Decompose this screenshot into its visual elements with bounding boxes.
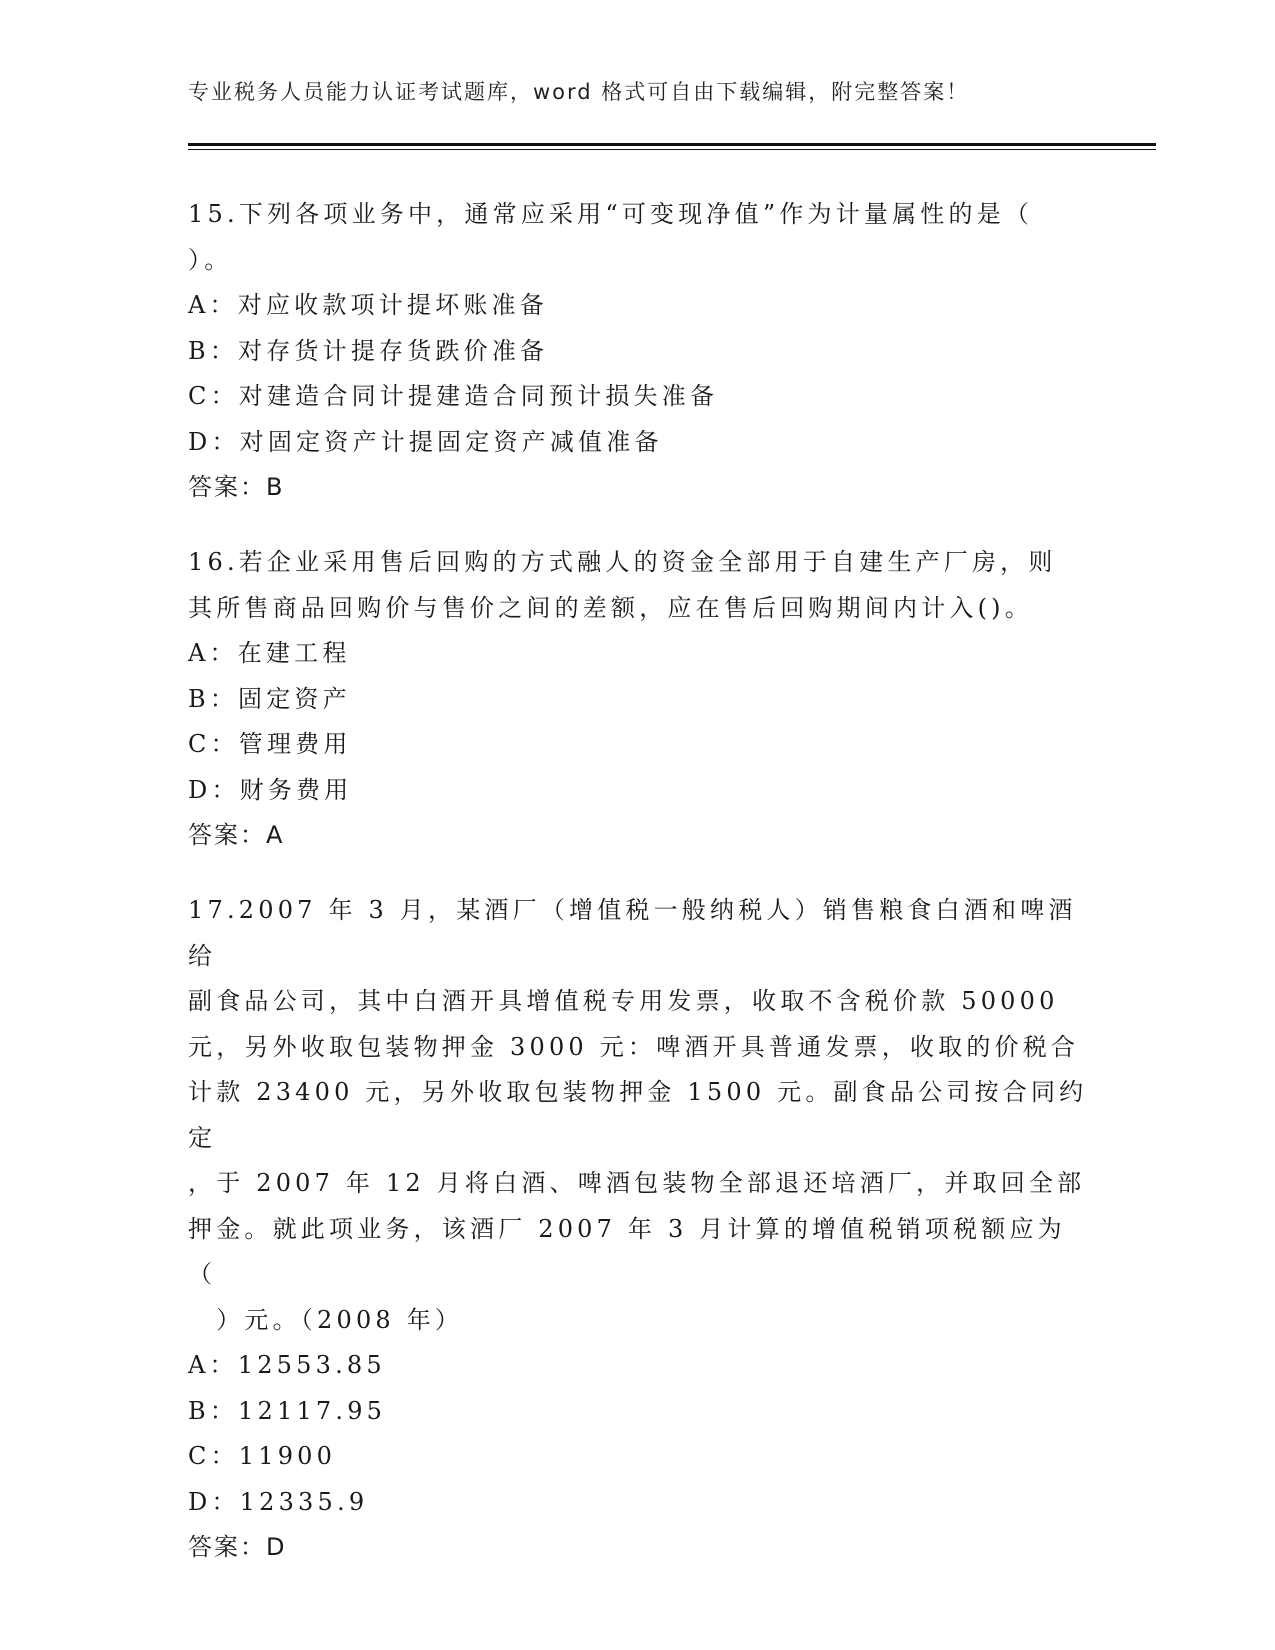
question-stem-line: ）。 [188, 245, 233, 274]
question-stem-line: 15.下列各项业务中，通常应采用“可变现净值”作为计量属性的是（ [188, 200, 1034, 228]
option-d: D：12335.9 [188, 1487, 369, 1516]
option-b: B：固定资产 [188, 684, 351, 713]
option-c: C：对建造合同计提建造合同预计损失准备 [188, 382, 719, 410]
question-stem-line: 17.2007 年 3 月，某酒厂（增值税一般纳税人）销售粮食白酒和啤酒给 [188, 896, 1077, 970]
question-stem-line: 押金。就此项业务，该酒厂 2007 年 3 月计算的增值税销项税额应为（ [188, 1214, 1066, 1288]
page-header: 专业税务人员能力认证考试题库，word 格式可自由下载编辑，附完整答案！ [188, 80, 970, 104]
answer-line: 答案：D [188, 1533, 287, 1561]
question-stem-line: ，于 2007 年 12 月将白酒、啤酒包装物全部退还培酒厂，并取回全部 [188, 1169, 1086, 1197]
question-stem-line: 其所售商品回购价与售价之间的差额，应在售后回购期间内计入()。 [188, 593, 1033, 622]
option-a: A：对应收款项计提坏账准备 [188, 291, 548, 319]
option-c: C：管理费用 [188, 730, 352, 758]
option-a: A：12553.85 [188, 1351, 386, 1379]
option-d: D：财务费用 [188, 775, 353, 804]
option-b: B：对存货计提存货跌价准备 [188, 336, 549, 365]
option-b: B：12117.95 [188, 1396, 387, 1425]
question-stem-line: 副食品公司，其中白酒开具增值税专用发票，收取不含税价款 50000 [188, 987, 1059, 1015]
question-stem-line: 元，另外收取包装物押金 3000 元：啤酒开具普通发票，收取的价税合 [188, 1032, 1080, 1061]
header-rule-thick [188, 143, 1156, 146]
question-stem-line: ）元。（2008 年） [188, 1305, 464, 1334]
question-stem-line: 计款 23400 元，另外收取包装物押金 1500 元。副食品公司按合同约定 [188, 1078, 1088, 1152]
answer-line: 答案：A [188, 821, 285, 849]
option-c: C：11900 [188, 1442, 337, 1470]
option-a: A：在建工程 [188, 639, 351, 667]
question-17 [188, 888, 1088, 1571]
question-16 [188, 540, 1088, 859]
header-rule-thin [188, 149, 1156, 150]
answer-line: 答案：B [188, 473, 285, 501]
option-d: D：对固定资产计提固定资产减值准备 [188, 427, 663, 456]
question-15 [188, 192, 1088, 511]
question-stem-line: 16.若企业采用售后回购的方式融人的资金全部用于自建生产厂房，则 [188, 548, 1057, 576]
